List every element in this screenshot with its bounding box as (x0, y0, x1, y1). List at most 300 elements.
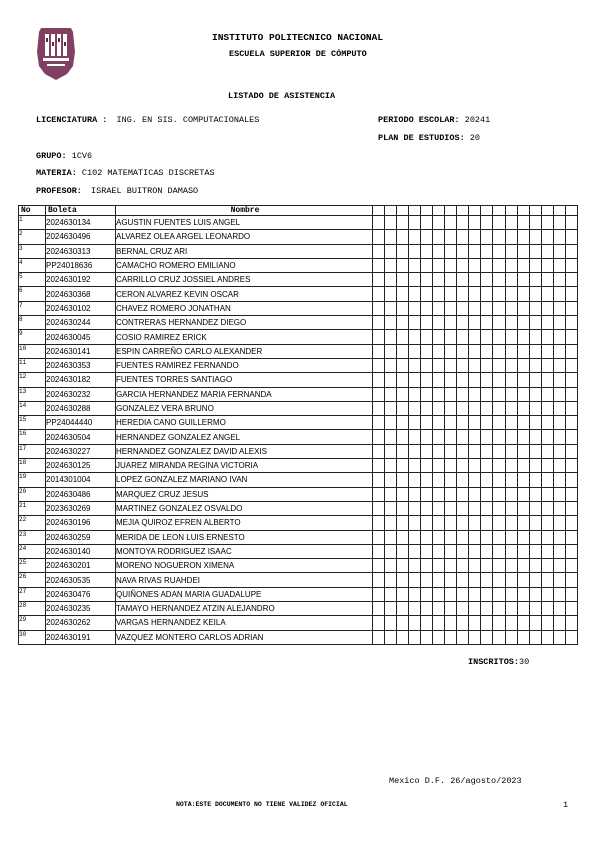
attendance-cell (421, 216, 433, 230)
attendance-cell (565, 301, 577, 315)
attendance-cell (481, 387, 493, 401)
materia-label: MATERIA: (36, 168, 77, 178)
attendance-cell (433, 358, 445, 372)
attendance-cell (529, 373, 541, 387)
attendance-cell (433, 273, 445, 287)
attendance-cell (385, 216, 397, 230)
row-number: 4 (19, 258, 46, 272)
row-number: 14 (19, 401, 46, 415)
school-name: ESCUELA SUPERIOR DE CÓMPUTO (229, 49, 367, 59)
attendance-cell (517, 244, 529, 258)
table-row (19, 358, 578, 372)
attendance-cell (421, 444, 433, 458)
attendance-cell (541, 573, 553, 587)
attendance-cell (385, 530, 397, 544)
attendance-cell (397, 587, 409, 601)
plan-label: PLAN DE ESTUDIOS: (378, 133, 465, 143)
document-title: LISTADO DE ASISTENCIA (228, 91, 336, 101)
attendance-cell (553, 587, 565, 601)
attendance-cell (469, 216, 481, 230)
attendance-cell (373, 459, 385, 473)
attendance-cell (517, 587, 529, 601)
attendance-cell (565, 344, 577, 358)
boleta-cell: 2024630259 (46, 530, 116, 544)
table-header-row (19, 206, 578, 216)
attendance-cell (445, 587, 457, 601)
boleta-cell: 2024630368 (46, 287, 116, 301)
table-row (19, 273, 578, 287)
attendance-cell (517, 287, 529, 301)
attendance-cell (397, 258, 409, 272)
attendance-cell (529, 287, 541, 301)
attendance-cell (493, 316, 505, 330)
attendance-cell (553, 401, 565, 415)
attendance-cell (565, 501, 577, 515)
attendance-cell (493, 387, 505, 401)
attendance-cell (409, 330, 421, 344)
nombre-cell: AGUSTIN FUENTES LUIS ANGEL (116, 216, 373, 230)
attendance-cell (553, 273, 565, 287)
table-row (19, 501, 578, 515)
attendance-cell (397, 344, 409, 358)
attendance-cell (373, 258, 385, 272)
attendance-cell (541, 602, 553, 616)
table-row (19, 287, 578, 301)
grupo-row (36, 151, 92, 161)
attendance-cell (445, 401, 457, 415)
row-number: 29 (19, 616, 46, 630)
attendance-cell (433, 316, 445, 330)
attendance-cell (397, 287, 409, 301)
attendance-cell (409, 487, 421, 501)
attendance-cell (541, 587, 553, 601)
attendance-cell (409, 230, 421, 244)
attendance-cell (469, 316, 481, 330)
attendance-cell (517, 501, 529, 515)
boleta-cell: 2024630262 (46, 616, 116, 630)
attendance-header-cell (409, 206, 421, 216)
attendance-cell (565, 230, 577, 244)
attendance-cell (505, 430, 517, 444)
attendance-cell (565, 273, 577, 287)
attendance-cell (445, 559, 457, 573)
licenciatura-row (36, 115, 259, 125)
attendance-cell (469, 616, 481, 630)
attendance-cell (373, 501, 385, 515)
attendance-cell (397, 430, 409, 444)
attendance-cell (565, 287, 577, 301)
licenciatura-value: ING. EN SIS. COMPUTACIONALES (116, 115, 260, 125)
attendance-cell (553, 516, 565, 530)
attendance-cell (505, 559, 517, 573)
attendance-cell (565, 573, 577, 587)
attendance-cell (385, 459, 397, 473)
table-row (19, 444, 578, 458)
attendance-cell (409, 273, 421, 287)
grupo-value: 1CV6 (71, 151, 93, 161)
attendance-cell (457, 587, 469, 601)
attendance-cell (421, 244, 433, 258)
attendance-cell (421, 530, 433, 544)
nombre-cell: VARGAS HERNANDEZ KEILA (116, 616, 373, 630)
attendance-cell (529, 573, 541, 587)
attendance-cell (445, 358, 457, 372)
periodo-label: PERIODO ESCOLAR: (378, 115, 460, 125)
attendance-cell (409, 387, 421, 401)
attendance-cell (529, 459, 541, 473)
attendance-cell (445, 216, 457, 230)
attendance-cell (385, 244, 397, 258)
attendance-cell (529, 587, 541, 601)
attendance-cell (553, 473, 565, 487)
attendance-cell (565, 387, 577, 401)
attendance-cell (457, 430, 469, 444)
attendance-cell (493, 216, 505, 230)
attendance-cell (397, 530, 409, 544)
attendance-cell (469, 473, 481, 487)
attendance-cell (385, 287, 397, 301)
attendance-cell (385, 316, 397, 330)
attendance-cell (517, 273, 529, 287)
attendance-cell (517, 316, 529, 330)
attendance-cell (409, 544, 421, 558)
attendance-cell (529, 401, 541, 415)
attendance-cell (553, 559, 565, 573)
attendance-cell (529, 559, 541, 573)
attendance-cell (433, 630, 445, 644)
attendance-cell (397, 501, 409, 515)
attendance-cell (469, 273, 481, 287)
attendance-cell (553, 416, 565, 430)
attendance-cell (433, 559, 445, 573)
attendance-header-cell (421, 206, 433, 216)
attendance-cell (517, 358, 529, 372)
ipn-logo-icon (33, 22, 79, 82)
attendance-cell (457, 273, 469, 287)
attendance-cell (433, 501, 445, 515)
attendance-cell (385, 358, 397, 372)
attendance-cell (541, 216, 553, 230)
attendance-cell (505, 516, 517, 530)
attendance-cell (457, 244, 469, 258)
attendance-cell (505, 444, 517, 458)
attendance-cell (505, 330, 517, 344)
attendance-cell (445, 416, 457, 430)
row-number: 9 (19, 330, 46, 344)
attendance-cell (433, 444, 445, 458)
attendance-cell (409, 459, 421, 473)
nombre-cell: FUENTES TORRES SANTIAGO (116, 373, 373, 387)
attendance-cell (493, 244, 505, 258)
attendance-cell (445, 516, 457, 530)
attendance-cell (565, 430, 577, 444)
attendance-cell (421, 273, 433, 287)
attendance-cell (469, 373, 481, 387)
attendance-cell (373, 444, 385, 458)
attendance-cell (421, 230, 433, 244)
attendance-cell (529, 516, 541, 530)
table-row (19, 602, 578, 616)
table-row (19, 559, 578, 573)
attendance-cell (445, 273, 457, 287)
attendance-cell (505, 459, 517, 473)
attendance-cell (457, 330, 469, 344)
attendance-cell (445, 244, 457, 258)
attendance-cell (493, 273, 505, 287)
attendance-cell (505, 587, 517, 601)
attendance-cell (457, 573, 469, 587)
attendance-cell (469, 501, 481, 515)
attendance-cell (493, 602, 505, 616)
nombre-cell: ESPIN CARREÑO CARLO ALEXANDER (116, 344, 373, 358)
attendance-cell (409, 358, 421, 372)
attendance-cell (385, 501, 397, 515)
attendance-cell (541, 358, 553, 372)
attendance-cell (457, 401, 469, 415)
attendance-cell (445, 501, 457, 515)
attendance-cell (505, 602, 517, 616)
boleta-cell: 2024630141 (46, 344, 116, 358)
attendance-cell (385, 344, 397, 358)
attendance-cell (373, 616, 385, 630)
attendance-cell (481, 544, 493, 558)
attendance-cell (541, 373, 553, 387)
attendance-cell (373, 416, 385, 430)
row-number: 25 (19, 559, 46, 573)
attendance-cell (529, 387, 541, 401)
attendance-cell (457, 459, 469, 473)
attendance-cell (553, 501, 565, 515)
attendance-cell (505, 401, 517, 415)
attendance-cell (541, 516, 553, 530)
attendance-cell (469, 330, 481, 344)
boleta-cell: 2024630227 (46, 444, 116, 458)
attendance-cell (373, 530, 385, 544)
attendance-header-cell (565, 206, 577, 216)
attendance-cell (481, 587, 493, 601)
nombre-cell: ALVAREZ OLEA ARGEL LEONARDO (116, 230, 373, 244)
attendance-cell (397, 273, 409, 287)
attendance-cell (421, 316, 433, 330)
attendance-header-cell (373, 206, 385, 216)
boleta-cell: 2024630535 (46, 573, 116, 587)
attendance-cell (385, 630, 397, 644)
attendance-cell (445, 444, 457, 458)
attendance-cell (505, 416, 517, 430)
attendance-header-cell (541, 206, 553, 216)
table-row (19, 401, 578, 415)
row-number: 30 (19, 630, 46, 644)
periodo-row (378, 115, 490, 125)
attendance-cell (481, 244, 493, 258)
attendance-cell (505, 301, 517, 315)
attendance-cell (469, 630, 481, 644)
attendance-cell (565, 444, 577, 458)
attendance-cell (481, 401, 493, 415)
attendance-cell (445, 373, 457, 387)
table-row (19, 487, 578, 501)
boleta-cell: 2024630476 (46, 587, 116, 601)
attendance-cell (505, 544, 517, 558)
attendance-cell (505, 487, 517, 501)
attendance-cell (541, 559, 553, 573)
attendance-cell (553, 630, 565, 644)
attendance-cell (529, 616, 541, 630)
attendance-cell (529, 602, 541, 616)
attendance-cell (373, 373, 385, 387)
attendance-cell (457, 344, 469, 358)
row-number: 1 (19, 216, 46, 230)
attendance-cell (481, 530, 493, 544)
attendance-cell (421, 501, 433, 515)
attendance-cell (481, 573, 493, 587)
attendance-cell (421, 373, 433, 387)
attendance-cell (517, 530, 529, 544)
attendance-cell (541, 387, 553, 401)
row-number: 27 (19, 587, 46, 601)
attendance-cell (433, 373, 445, 387)
attendance-cell (457, 530, 469, 544)
validity-note: NOTA:ESTE DOCUMENTO NO TIENE VALIDEZ OFICIAL (176, 801, 348, 808)
attendance-header-cell (385, 206, 397, 216)
boleta-cell: 2024630191 (46, 630, 116, 644)
boleta-cell: 2024630134 (46, 216, 116, 230)
attendance-cell (385, 301, 397, 315)
attendance-cell (493, 473, 505, 487)
attendance-cell (373, 330, 385, 344)
attendance-cell (481, 273, 493, 287)
attendance-cell (529, 301, 541, 315)
header-no: No (19, 206, 46, 216)
attendance-cell (505, 573, 517, 587)
attendance-cell (373, 387, 385, 401)
attendance-cell (385, 587, 397, 601)
attendance-cell (565, 516, 577, 530)
attendance-cell (385, 258, 397, 272)
attendance-cell (565, 630, 577, 644)
attendance-cell (565, 587, 577, 601)
attendance-cell (469, 444, 481, 458)
table-row (19, 344, 578, 358)
attendance-cell (493, 459, 505, 473)
attendance-cell (553, 544, 565, 558)
attendance-cell (505, 501, 517, 515)
attendance-cell (553, 387, 565, 401)
attendance-cell (433, 244, 445, 258)
attendance-cell (433, 473, 445, 487)
attendance-cell (373, 287, 385, 301)
attendance-cell (373, 516, 385, 530)
row-number: 5 (19, 273, 46, 287)
attendance-cell (505, 287, 517, 301)
attendance-cell (529, 530, 541, 544)
attendance-cell (409, 287, 421, 301)
table-row (19, 630, 578, 644)
attendance-cell (373, 630, 385, 644)
attendance-cell (541, 430, 553, 444)
attendance-cell (517, 430, 529, 444)
attendance-cell (553, 358, 565, 372)
plan-value: 20 (469, 133, 481, 143)
attendance-cell (469, 301, 481, 315)
attendance-cell (373, 401, 385, 415)
row-number: 21 (19, 501, 46, 515)
attendance-cell (421, 387, 433, 401)
boleta-cell: 2024630244 (46, 316, 116, 330)
attendance-cell (493, 401, 505, 415)
attendance-cell (385, 487, 397, 501)
attendance-cell (469, 530, 481, 544)
row-number: 2 (19, 230, 46, 244)
inscritos-label: INSCRITOS: (468, 657, 520, 667)
attendance-cell (397, 516, 409, 530)
attendance-cell (565, 602, 577, 616)
attendance-cell (373, 273, 385, 287)
attendance-cell (481, 630, 493, 644)
attendance-cell (529, 630, 541, 644)
table-row (19, 587, 578, 601)
attendance-cell (409, 616, 421, 630)
attendance-cell (517, 573, 529, 587)
attendance-cell (433, 587, 445, 601)
attendance-cell (373, 602, 385, 616)
attendance-cell (373, 487, 385, 501)
attendance-cell (481, 344, 493, 358)
attendance-cell (445, 387, 457, 401)
table-row (19, 530, 578, 544)
attendance-cell (481, 444, 493, 458)
inscritos-value: 30 (519, 657, 530, 667)
attendance-cell (457, 559, 469, 573)
attendance-cell (373, 316, 385, 330)
attendance-cell (469, 516, 481, 530)
header-nombre: Nombre (116, 206, 373, 216)
attendance-cell (469, 387, 481, 401)
row-number: 7 (19, 301, 46, 315)
attendance-cell (529, 316, 541, 330)
attendance-cell (385, 416, 397, 430)
boleta-cell: 2024630045 (46, 330, 116, 344)
attendance-cell (469, 401, 481, 415)
row-number: 8 (19, 316, 46, 330)
attendance-cell (457, 630, 469, 644)
attendance-cell (517, 416, 529, 430)
attendance-cell (469, 258, 481, 272)
attendance-cell (385, 559, 397, 573)
attendance-cell (529, 344, 541, 358)
attendance-cell (397, 487, 409, 501)
attendance-cell (493, 301, 505, 315)
attendance-cell (517, 559, 529, 573)
attendance-cell (553, 330, 565, 344)
boleta-cell: 2024630235 (46, 602, 116, 616)
attendance-cell (433, 530, 445, 544)
attendance-cell (541, 344, 553, 358)
attendance-cell (409, 216, 421, 230)
attendance-cell (433, 616, 445, 630)
attendance-cell (481, 516, 493, 530)
attendance-cell (493, 258, 505, 272)
attendance-cell (433, 416, 445, 430)
nombre-cell: GARCIA HERNANDEZ MARIA FERNANDA (116, 387, 373, 401)
attendance-cell (529, 473, 541, 487)
attendance-cell (553, 316, 565, 330)
attendance-cell (493, 330, 505, 344)
attendance-cell (373, 430, 385, 444)
attendance-cell (409, 587, 421, 601)
attendance-cell (445, 287, 457, 301)
attendance-cell (481, 430, 493, 444)
